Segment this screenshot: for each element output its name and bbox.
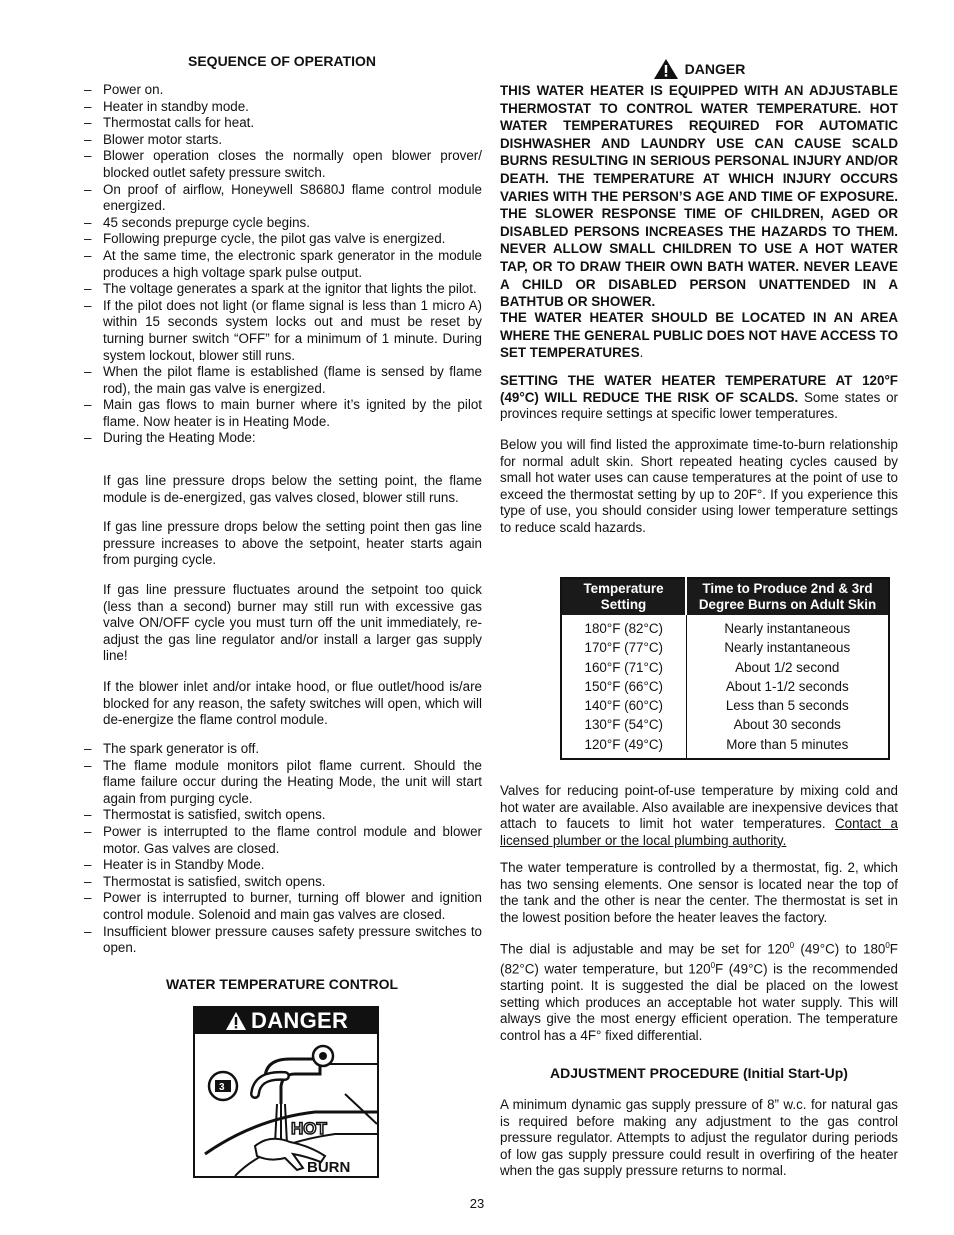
time-to-burn-intro: Below you will find listed the approximate time-to-burn relationship for normal adult skin. Short repeated heating cycles caused by small hot water uses can cause temperatures at the point of use to exceed the thermostat setting by up to 20F°. If you experience this type of use, you should consider using lower temperature settings to reduce scald hazards. [500,437,898,535]
list-item: – Power on. [82,82,482,99]
table-row: 130°F (54°C) About 30 seconds [561,715,889,734]
table-row: 150°F (66°C) About 1-1/2 seconds [561,677,889,696]
list-item: – Thermostat calls for heat. [82,115,482,132]
list-item: – Power is interrupted to the flame control module and blower motor. Gas valves are closed. [82,824,482,857]
hot-word: HOT [291,1119,327,1138]
water-temperature-control-title: WATER TEMPERATURE CONTROL [165,976,399,992]
list-item: – The flame module monitors pilot flame current. Should the flame failure occur during the Heating Mode, the unit will start again from purging cycle. [82,758,482,808]
page-number: 23 [469,1196,485,1211]
contact-plumber-link[interactable]: Contact a licensed plumber or the local plumbing authority. [500,816,898,848]
list-item: – Thermostat is satisfied, switch opens. [82,807,482,824]
column-header-burn-time: Time to Produce 2nd & 3rd Degree Burns on Adult Skin [686,578,889,615]
setting-temperature-text: SETTING THE WATER HEATER TEMPERATURE AT 120°F (49°C) WILL REDUCE THE RISK OF SCALDS. Some states or provinces require settings at specific lower temperatures. [500,373,898,422]
list-item: – When the pilot flame is established (flame is sensed by flame rod), the main gas valve is energized. [82,364,482,397]
thermostat-text: The water temperature is controlled by a thermostat, fig. 2, which has two sensing elements. One sensor is located near the top of the tank and the other is near the center. The thermostat is set in the lowest position before the heater leaves the factory. [500,860,898,925]
sequence-list [82,82,482,447]
list-item: – Heater in standby mode. [82,99,482,116]
dial-adjustment-text: The dial is adjustable and may be set for $120^0$ (49°C) to $180^0F$ (82°C) water temperature, but $120^0F$ (49°C) is the recommended starting point. It is suggested the dial be placed on the lowest setting which produces an acceptable hot water supply. This will always give the most energy efficient operation. The temperature control has a 4F° fixed differential. [500,941,899,1043]
list-item: – If the pilot does not light (or flame signal is less than 1 micro A) within 15 seconds system locks out and must be reset by turning burner switch “OFF” for a minimum of 1 minute. During system lockout, blower still runs. [82,298,482,364]
heating-mode-paragraph: If gas line pressure fluctuates around the setpoint too quick (less than a second) burner may still run with excessive gas valve ON/OFF cycle you must turn off the unit immediately, re-adjust the gas line regulator and/or install a larger gas supply line! [103,582,482,664]
sequence-list-continued [82,741,482,957]
danger-label: DANGER [251,1008,349,1033]
warning-triangle-icon [653,58,679,80]
warning-triangle-icon [225,1011,247,1031]
danger-hot-water-pictogram [193,1006,379,1178]
list-item: – Blower operation closes the normally open blower prover/ blocked outlet safety pressure switch. [82,148,482,181]
list-item: – Main gas flows to main burner where it’s ignited by the pilot flame. Now heater is in Heating Mode. [82,397,482,430]
adjustment-procedure-text: A minimum dynamic gas supply pressure of 8” w.c. for natural gas is required before making any adjustment to the gas control pressure regulator. Attempts to adjust the regulator during periods of low gas supply pressure could result in overfiring of the heater when the gas supply pressure returns to normal. [500,1097,898,1179]
list-item: – Blower motor starts. [82,132,482,149]
column-header-temperature: Temperature Setting [561,578,686,615]
burn-word: BURN [307,1159,351,1176]
danger-warning-text: THIS WATER HEATER IS EQUIPPED WITH AN ADJUSTABLE THERMOSTAT TO CONTROL WATER TEMPERATURE. HOT WATER TEMPERATURES REQUIRED FOR AUTOMATIC DISHWASHER AND LAUNDRY USE CAN CAUSE SCALD BURNS RESULTING IN SERIOUS PERSONAL INJURY AND/OR DEATH. THE TEMPERATURE AT WHICH INJURY OCCURS VARIES WITH THE PERSON’S AGE AND TIME OF EXPOSURE. THE SLOWER RESPONSE TIME OF CHILDREN, AGED OR DISABLED PERSONS INCREASES THE HAZARDS TO THEM. NEVER ALLOW SMALL CHILDREN TO USE A HOT WATER TAP, OR TO DRAW THEIR OWN BATH WATER. NEVER LEAVE A CHILD OR DISABLED PERSON UNATTENDED IN A BATHTUB OR SHOWER. [500,83,898,310]
table-row: 180°F (82°C) Nearly instantaneous [561,615,889,638]
table-row: 160°F (71°C) About 1/2 second [561,658,889,677]
list-item: – Thermostat is satisfied, switch opens. [82,874,482,891]
location-warning-text: THE WATER HEATER SHOULD BE LOCATED IN AN AREA WHERE THE GENERAL PUBLIC DOES NOT HAVE ACCESS TO SET TEMPERATURES. [500,310,898,361]
danger-title: DANGER [684,60,746,77]
list-item: – Following prepurge cycle, the pilot gas valve is energized. [82,231,482,248]
list-item: – 45 seconds prepurge cycle begins. [82,215,482,232]
hot-water-burn-hand-icon [195,1034,377,1176]
list-item: – The voltage generates a spark at the ignitor that lights the pilot. [82,281,482,298]
svg-text:3: 3 [219,1082,225,1093]
table-header-row [561,578,889,615]
table-row: 170°F (77°C) Nearly instantaneous [561,638,889,657]
list-item: – The spark generator is off. [82,741,482,758]
mixing-valves-text: Valves for reducing point-of-use temperature by mixing cold and hot water are available. Also available are inexpensive devices that attach to faucets to limit hot water temperatures. Contact a licensed plumber or the local plumbing authority. [500,783,898,848]
list-item: – Heater is in Standby Mode. [82,857,482,874]
list-item: – On proof of airflow, Honeywell S8680J flame control module energized. [82,182,482,215]
list-item: – At the same time, the electronic spark generator in the module produces a high voltage spark pulse output. [82,248,482,281]
danger-heading [500,58,898,80]
sequence-of-operation-title: SEQUENCE OF OPERATION [188,53,376,69]
adjustment-procedure-title: ADJUSTMENT PROCEDURE (Initial Start-Up) [550,1065,848,1081]
heating-mode-paragraph: If gas line pressure drops below the setting point then gas line pressure increases to above the setpoint, heater starts again from purging cycle. [103,519,482,568]
table-row: 140°F (60°C) Less than 5 seconds [561,696,889,715]
list-item: – Insufficient blower pressure causes safety pressure switches to open. [82,924,482,957]
list-item: – Power is interrupted to burner, turning off blower and ignition control module. Solenoid and main gas valves are closed. [82,890,482,923]
list-item: – During the Heating Mode: [82,430,482,447]
heating-mode-paragraph: If gas line pressure drops below the setting point, the flame module is de-energized, gas valves closed, blower still runs. [103,473,482,505]
time-to-burn-table [560,577,890,760]
danger-banner [195,1008,377,1034]
table-row: 120°F (49°C) More than 5 minutes [561,735,889,759]
heating-mode-paragraph: If the blower inlet and/or intake hood, or flue outlet/hood is/are blocked for any reason, the safety switches will open, which will de-energize the flame control module. [103,679,482,728]
